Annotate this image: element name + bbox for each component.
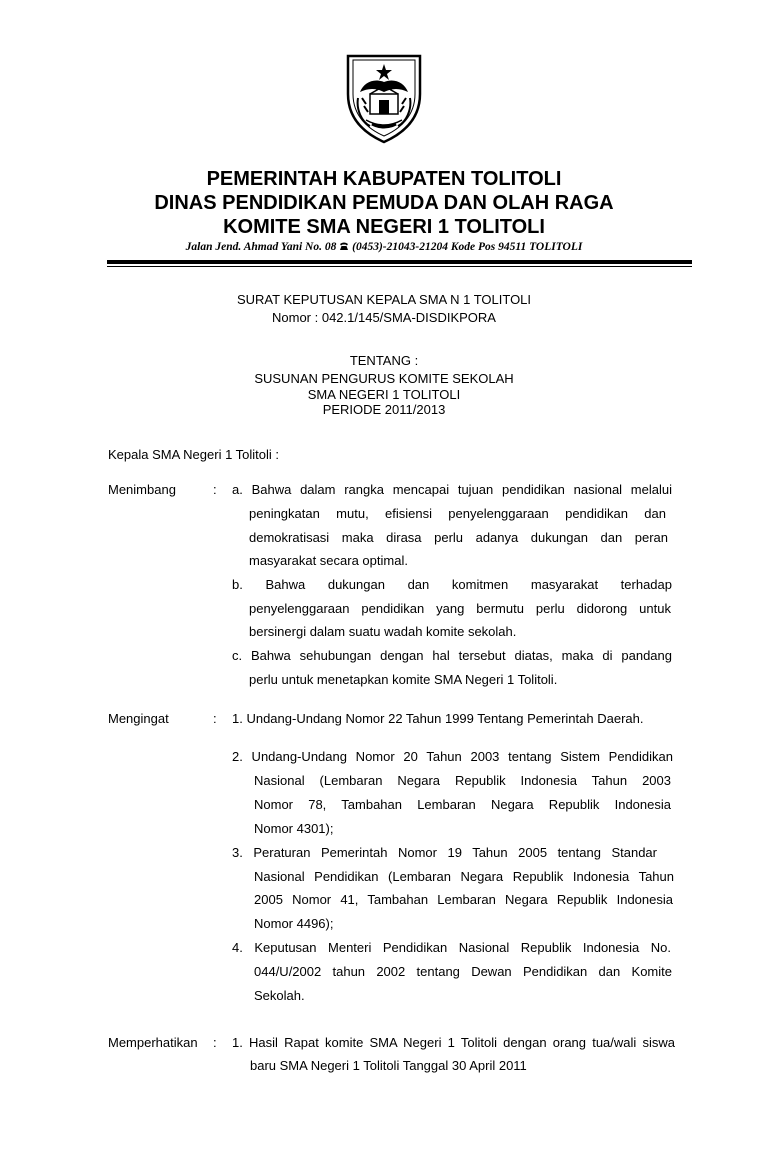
mengingat-item-2-line-4: Nomor 4301); [254,821,334,836]
menimbang-a-line-1: a. Bahwa dalam rangka mencapai tujuan pendidikan nasional melalui [232,482,672,497]
memperhatikan-item-1-line-1: 1. Hasil Rapat komite SMA Negeri 1 Tolitoli dengan orang tua/wali siswa [232,1035,675,1050]
address-suffix: (0453)-21043-21204 Kode Pos 94511 TOLITOLI [352,241,583,253]
address-prefix: Jalan Jend. Ahmad Yani No. 08 [185,241,337,253]
telephone-icon [339,241,349,251]
menimbang-c-line-1: c. Bahwa sehubungan dengan hal tersebut diatas, maka di pandang [232,648,672,663]
mengingat-item-3-line-2: Nasional Pendidikan (Lembaran Negara Republik Indonesia Tahun [254,869,674,884]
subject-line-3: PERIODE 2011/2013 [322,402,446,417]
mengingat-item-2-line-3: Nomor 78, Tambahan Lembaran Negara Republik Indonesia [254,797,671,812]
mengingat-item-2-line-1: 2. Undang-Undang Nomor 20 Tahun 2003 tentang Sistem Pendidikan [232,749,673,764]
menimbang-b-line-1: b. Bahwa dukungan dan komitmen masyarakat terhadap [232,577,672,592]
mengingat-item-4-line-1: 4. Keputusan Menteri Pendidikan Nasional Republik Indonesia No. [232,940,671,955]
menimbang-a-line-2: peningkatan mutu, efisiensi penyelenggaraan pendidikan dan [249,506,666,521]
subject-line-1: SUSUNAN PENGURUS KOMITE SEKOLAH [254,371,514,386]
header-line-committee: KOMITE SMA NEGERI 1 TOLITOLI [223,216,545,238]
menimbang-label: Menimbang [108,482,176,497]
menimbang-colon: : [213,482,217,497]
menimbang-b-line-2: penyelenggaraan pendidikan yang bermutu perlu didorong untuk [249,601,671,616]
mengingat-item-1: 1. Undang-Undang Nomor 22 Tahun 1999 Tentang Pemerintah Daerah. [232,711,644,726]
menimbang-c-line-2: perlu untuk menetapkan komite SMA Negeri 1 Tolitoli. [249,672,558,687]
header-divider-thin [107,266,692,267]
memperhatikan-label: Memperhatikan [108,1035,198,1050]
mengingat-item-4-line-3: Sekolah. [254,988,305,1003]
memperhatikan-item-1-line-2: baru SMA Negeri 1 Tolitoli Tanggal 30 April 2011 [250,1058,527,1073]
opening-line: Kepala SMA Negeri 1 Tolitoli : [108,447,280,462]
subject-line-2: SMA NEGERI 1 TOLITOLI [307,387,461,402]
header-divider-thick [107,260,692,264]
tentang-label: TENTANG : [349,353,419,368]
mengingat-item-3-line-3: 2005 Nomor 41, Tambahan Lembaran Negara Republik Indonesia [254,892,673,907]
header-line-government: PEMERINTAH KABUPATEN TOLITOLI [206,168,562,190]
mengingat-item-4-line-2: 044/U/2002 tahun 2002 tentang Dewan Pendidikan dan Komite [254,964,672,979]
header-line-department: DINAS PENDIDIKAN PEMUDA DAN OLAH RAGA [154,192,614,214]
decree-number: Nomor : 042.1/145/SMA-DISDIKPORA [272,310,496,325]
menimbang-a-line-3: demokratisasi maka dirasa perlu adanya dukungan dan peran [249,530,668,545]
mengingat-item-2-line-2: Nasional (Lembaran Negara Republik Indonesia Tahun 2003 [254,773,671,788]
regency-emblem-icon [344,48,424,145]
mengingat-colon: : [213,711,217,726]
mengingat-label: Mengingat [108,711,169,726]
menimbang-a-line-4: masyarakat secara optimal. [249,553,408,568]
menimbang-b-line-3: bersinergi dalam suatu wadah komite sekolah. [249,624,517,639]
mengingat-item-3-line-1: 3. Peraturan Pemerintah Nomor 19 Tahun 2005 tentang Standar [232,845,657,860]
memperhatikan-colon: : [213,1035,217,1050]
mengingat-item-3-line-4: Nomor 4496); [254,916,334,931]
decree-title: SURAT KEPUTUSAN KEPALA SMA N 1 TOLITOLI [236,292,532,307]
header-address [0,240,768,254]
